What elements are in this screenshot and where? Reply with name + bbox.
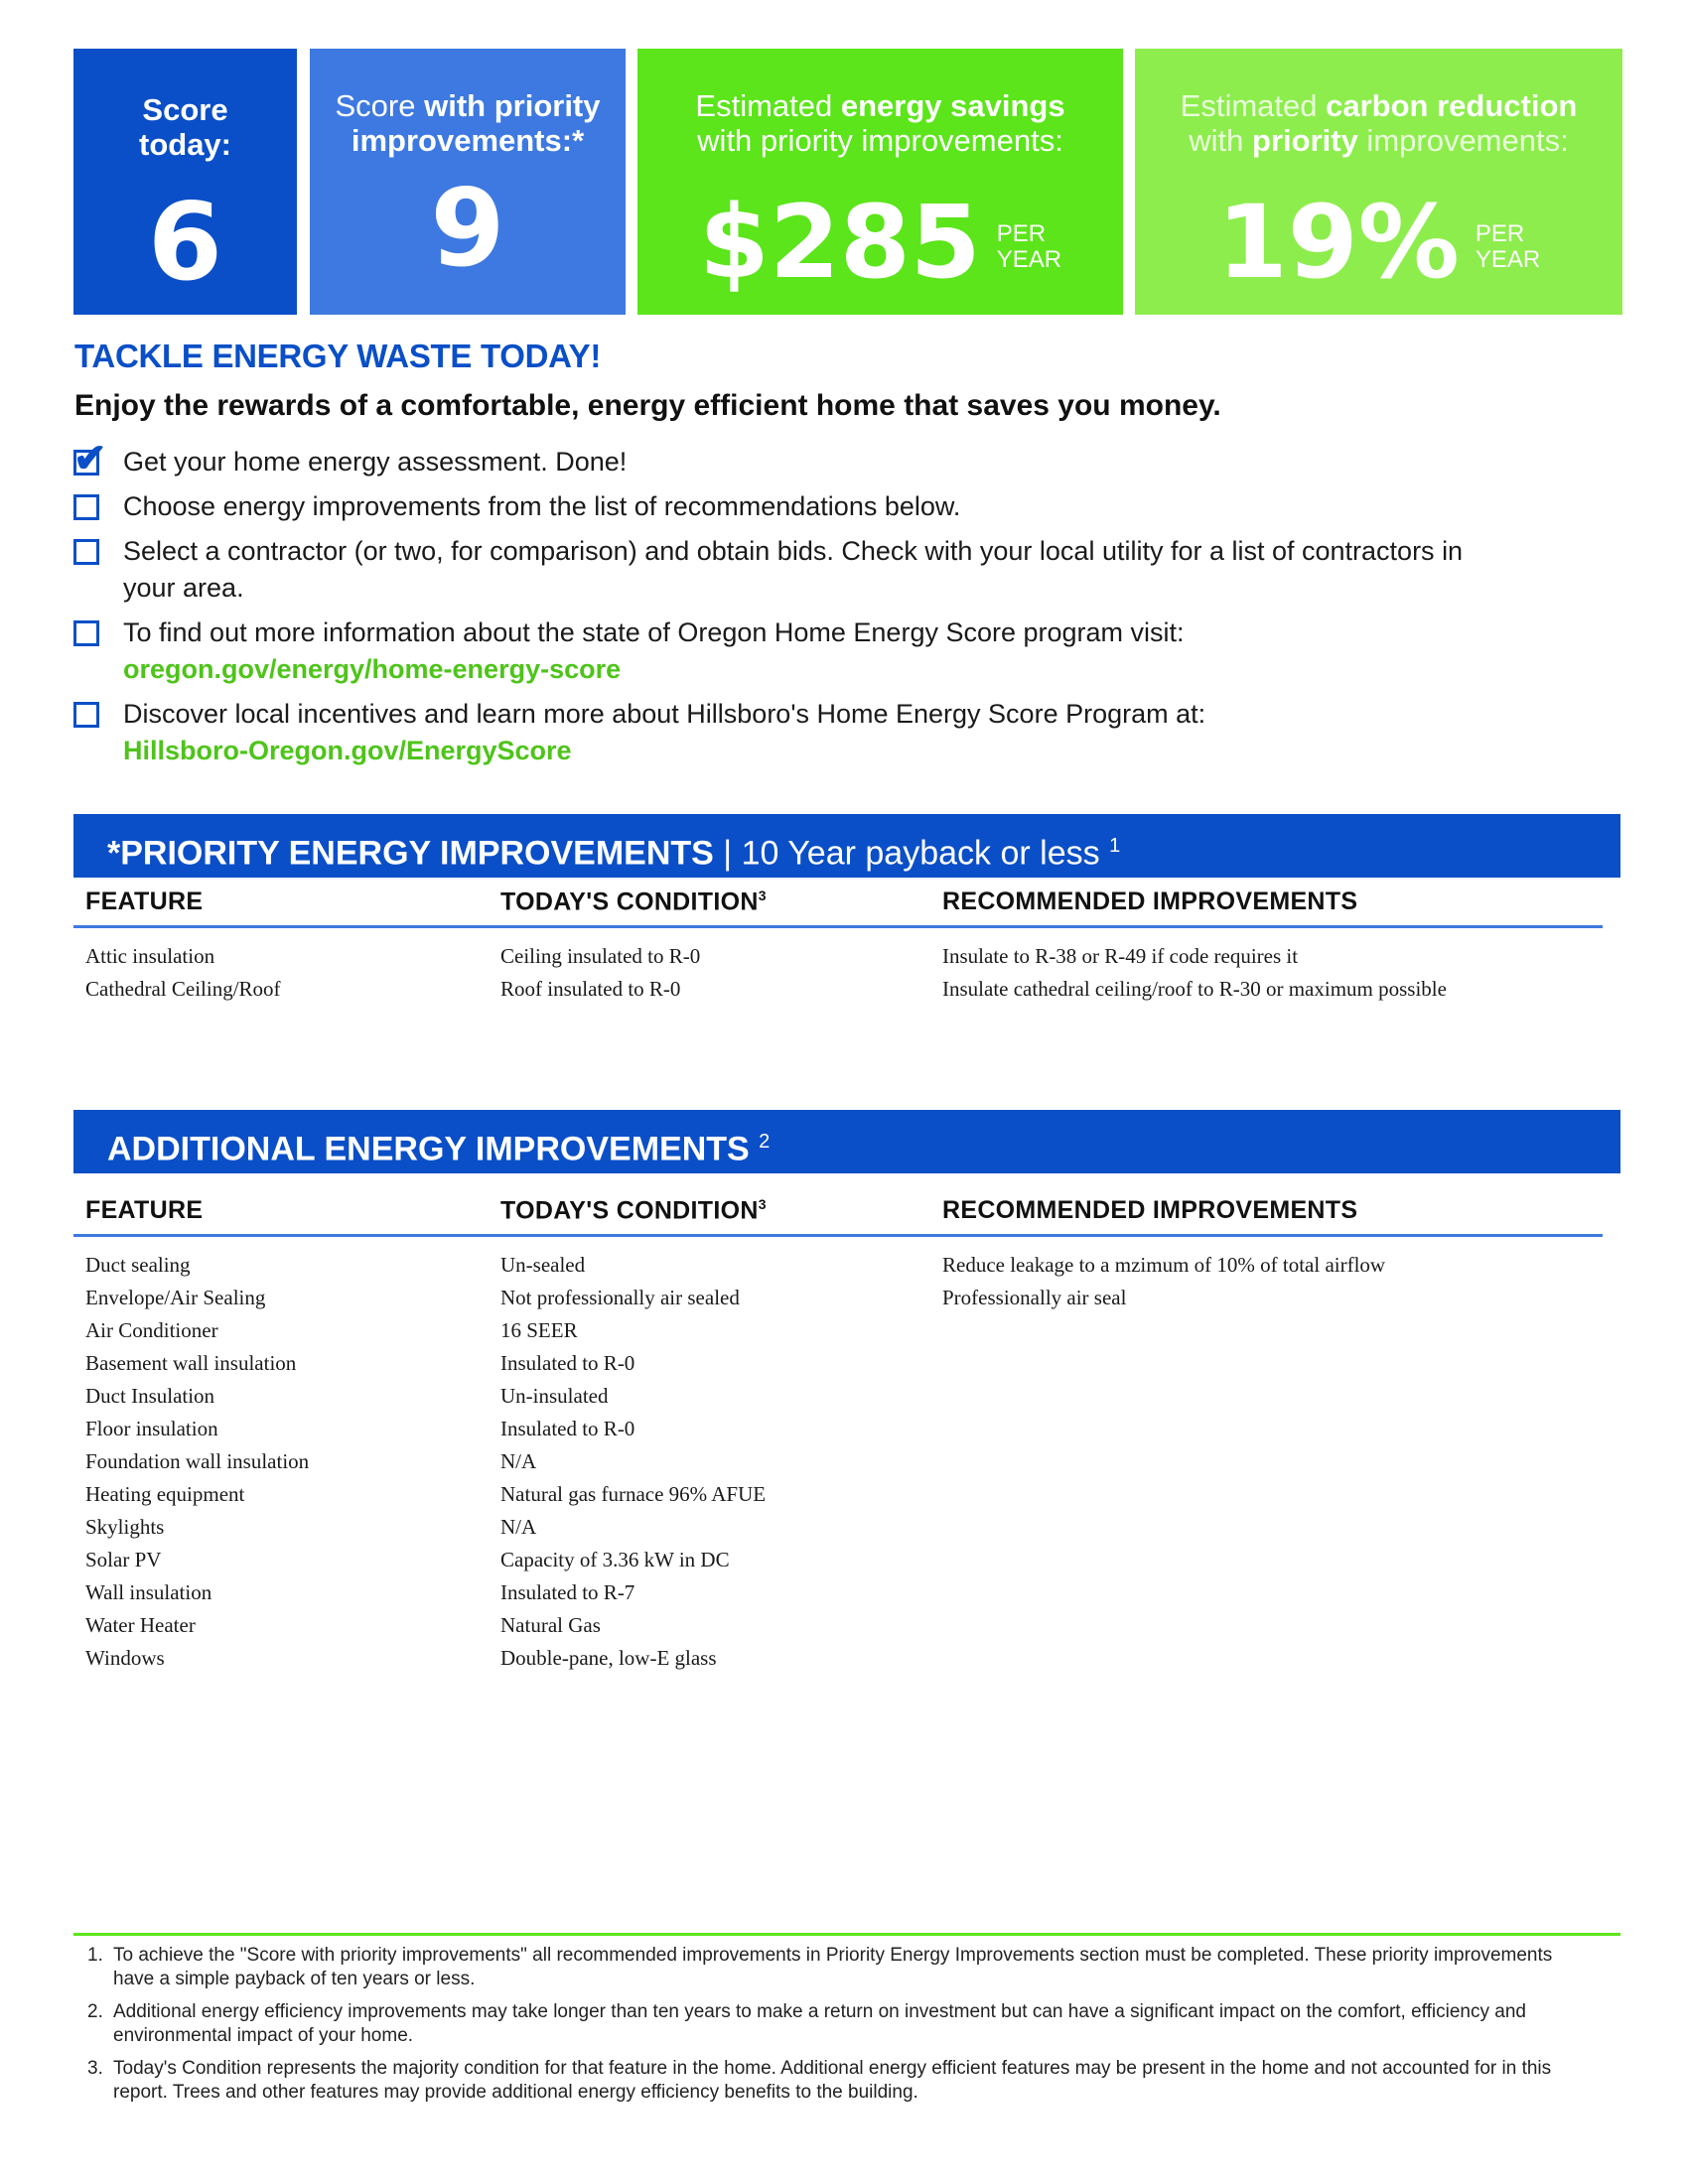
condition-cell: Un-sealed bbox=[500, 1253, 586, 1277]
additional-table-header bbox=[73, 1188, 1603, 1237]
energy-savings-label: Estimated energy savings with priority improvements: bbox=[695, 88, 1065, 158]
score-priority-tile bbox=[310, 49, 626, 315]
table-row bbox=[73, 1479, 1603, 1512]
carbon-reduction-value: 19% bbox=[1216, 184, 1460, 302]
checklist-link[interactable]: Hillsboro-Oregon.gov/EnergyScore bbox=[123, 736, 572, 765]
feature-cell: Air Conditioner bbox=[85, 1318, 218, 1342]
table-row bbox=[73, 1381, 1603, 1414]
energy-savings-tile bbox=[637, 49, 1123, 315]
feature-cell: Cathedral Ceiling/Roof bbox=[85, 977, 281, 1001]
table-row bbox=[73, 1643, 1603, 1676]
tackle-subtitle: Enjoy the rewards of a comfortable, energy efficient home that saves you money. bbox=[74, 389, 1221, 422]
checkbox[interactable] bbox=[73, 620, 99, 646]
table-row bbox=[73, 1414, 1603, 1446]
condition-cell: Insulated to R-7 bbox=[500, 1580, 635, 1604]
condition-cell: Roof insulated to R-0 bbox=[500, 977, 681, 1001]
col-recommended: RECOMMENDED IMPROVEMENTS bbox=[942, 887, 1358, 915]
condition-cell: Ceiling insulated to R-0 bbox=[500, 944, 701, 968]
footnotes bbox=[73, 1944, 1583, 2114]
checklist-item bbox=[73, 533, 1464, 607]
footnote-text: To achieve the "Score with priority improvements" all recommended improvements in Priority Energy Improvements section must be completed. These priority improvements have a simple payback of ten years or less. bbox=[113, 1945, 1553, 1989]
col-feature: FEATURE bbox=[85, 1196, 204, 1224]
feature-cell: Windows bbox=[85, 1646, 165, 1670]
table-row bbox=[73, 1512, 1603, 1545]
score-today-value: 6 bbox=[147, 181, 223, 305]
footnote bbox=[73, 2000, 1583, 2048]
checklist-item-text: Get your home energy assessment. Done! bbox=[123, 447, 628, 477]
footnote-number: 3. bbox=[87, 2058, 103, 2079]
recommended-cell: Professionally air seal bbox=[942, 1286, 1127, 1309]
table-row bbox=[73, 1283, 1603, 1315]
table-row bbox=[73, 1577, 1603, 1610]
col-feature: FEATURE bbox=[85, 887, 204, 915]
score-today-tile bbox=[73, 49, 297, 315]
col-condition: TODAY'S CONDITION$^3$ bbox=[500, 1196, 767, 1225]
feature-cell: Attic insulation bbox=[85, 944, 215, 968]
score-priority-label: Score with priority improvements:* bbox=[335, 88, 601, 158]
checkmark-icon: ✔ bbox=[73, 437, 107, 480]
feature-cell: Water Heater bbox=[85, 1613, 196, 1637]
carbon-reduction-label: Estimated carbon reduction with priority improvements: bbox=[1180, 88, 1578, 158]
condition-cell: Not professionally air sealed bbox=[500, 1286, 740, 1309]
priority-table-body bbox=[73, 941, 1603, 1007]
recommended-cell: Insulate cathedral ceiling/roof to R-30 or maximum possible bbox=[942, 977, 1447, 1001]
checklist-item-text: Discover local incentives and learn more about Hillsboro's Home Energy Score Program at: bbox=[123, 699, 1206, 729]
condition-cell: N/A bbox=[500, 1515, 537, 1539]
footnote-number: 2. bbox=[87, 2001, 103, 2022]
footnote-text: Additional energy efficiency improvements may take longer than ten years to make a return on investment but can have a significant impact on the comfort, efficiency and environmental impact of your home. bbox=[113, 2001, 1526, 2046]
energy-savings-unit: PER YEAR bbox=[996, 220, 1062, 273]
condition-cell: Insulated to R-0 bbox=[500, 1417, 635, 1440]
col-recommended: RECOMMENDED IMPROVEMENTS bbox=[942, 1196, 1358, 1224]
feature-cell: Floor insulation bbox=[85, 1417, 218, 1440]
feature-cell: Wall insulation bbox=[85, 1580, 212, 1604]
feature-cell: Skylights bbox=[85, 1515, 165, 1539]
carbon-reduction-tile bbox=[1135, 49, 1622, 315]
table-row bbox=[73, 1610, 1603, 1643]
footnote-divider bbox=[73, 1933, 1620, 1936]
feature-cell: Heating equipment bbox=[85, 1482, 245, 1506]
checklist bbox=[73, 437, 1464, 777]
feature-cell: Duct Insulation bbox=[85, 1384, 215, 1408]
checkbox[interactable] bbox=[73, 437, 107, 480]
table-row bbox=[73, 974, 1603, 1007]
carbon-reduction-unit: PER YEAR bbox=[1475, 220, 1541, 273]
score-priority-value: 9 bbox=[430, 167, 505, 291]
footnote-text: Today's Condition represents the majority condition for that feature in the home. Additional energy efficient features may be present in the home and not accounted for in this report. Trees and other features may provide additional energy efficiency benefits to the building. bbox=[113, 2058, 1552, 2103]
condition-cell: Natural gas furnace 96% AFUE bbox=[500, 1482, 767, 1506]
checklist-item-text: Select a contractor (or two, for comparison) and obtain bids. Check with your local utility for a list of contractors in your area. bbox=[123, 536, 1464, 603]
table-row bbox=[73, 1315, 1603, 1348]
checklist-item-text: Choose energy improvements from the list of recommendations below. bbox=[123, 491, 961, 521]
condition-cell: Un-insulated bbox=[500, 1384, 609, 1408]
footnote bbox=[73, 2057, 1583, 2105]
condition-cell: 16 SEER bbox=[500, 1318, 578, 1342]
footnote-number: 1. bbox=[87, 1945, 103, 1966]
tackle-title: TACKLE ENERGY WASTE TODAY! bbox=[74, 338, 602, 374]
feature-cell: Basement wall insulation bbox=[85, 1351, 297, 1375]
footnote bbox=[73, 1944, 1583, 1991]
condition-cell: Natural Gas bbox=[500, 1613, 601, 1637]
checklist-link[interactable]: oregon.gov/energy/home-energy-score bbox=[123, 654, 622, 684]
checklist-item bbox=[73, 437, 1464, 480]
condition-cell: Double-pane, low-E glass bbox=[500, 1646, 717, 1670]
recommended-cell: Reduce leakage to a mzimum of 10% of total airflow bbox=[942, 1253, 1386, 1277]
feature-cell: Envelope/Air Sealing bbox=[85, 1286, 266, 1309]
checklist-item bbox=[73, 614, 1464, 688]
checkbox[interactable] bbox=[73, 494, 99, 520]
condition-cell: Insulated to R-0 bbox=[500, 1351, 635, 1375]
col-condition: TODAY'S CONDITION$^3$ bbox=[500, 887, 767, 916]
table-row bbox=[73, 1348, 1603, 1381]
energy-savings-value: $285 bbox=[698, 184, 981, 302]
additional-table-body bbox=[73, 1250, 1603, 1676]
feature-cell: Foundation wall insulation bbox=[85, 1449, 310, 1473]
condition-cell: Capacity of 3.36 kW in DC bbox=[500, 1548, 730, 1571]
checklist-item bbox=[73, 488, 1464, 525]
condition-cell: N/A bbox=[500, 1449, 537, 1473]
additional-header-bar: ADDITIONAL ENERGY IMPROVEMENTS $^2$ bbox=[73, 1110, 1620, 1173]
checkbox[interactable] bbox=[73, 702, 99, 728]
table-row bbox=[73, 1545, 1603, 1577]
checklist-item-text: To find out more information about the state of Oregon Home Energy Score program visit: bbox=[123, 617, 1185, 647]
priority-table-header bbox=[73, 880, 1603, 928]
table-row bbox=[73, 1446, 1603, 1479]
priority-header-bar: *PRIORITY ENERGY IMPROVEMENTS | 10 Year payback or less $^1$ bbox=[73, 814, 1620, 878]
feature-cell: Solar PV bbox=[85, 1548, 162, 1571]
feature-cell: Duct sealing bbox=[85, 1253, 191, 1277]
checkbox[interactable] bbox=[73, 539, 99, 565]
table-row bbox=[73, 941, 1603, 974]
table-row bbox=[73, 1250, 1603, 1283]
checklist-item bbox=[73, 696, 1464, 769]
score-tiles bbox=[73, 49, 1622, 315]
recommended-cell: Insulate to R-38 or R-49 if code requires it bbox=[942, 944, 1299, 968]
score-today-label: Score today: bbox=[139, 92, 231, 162]
